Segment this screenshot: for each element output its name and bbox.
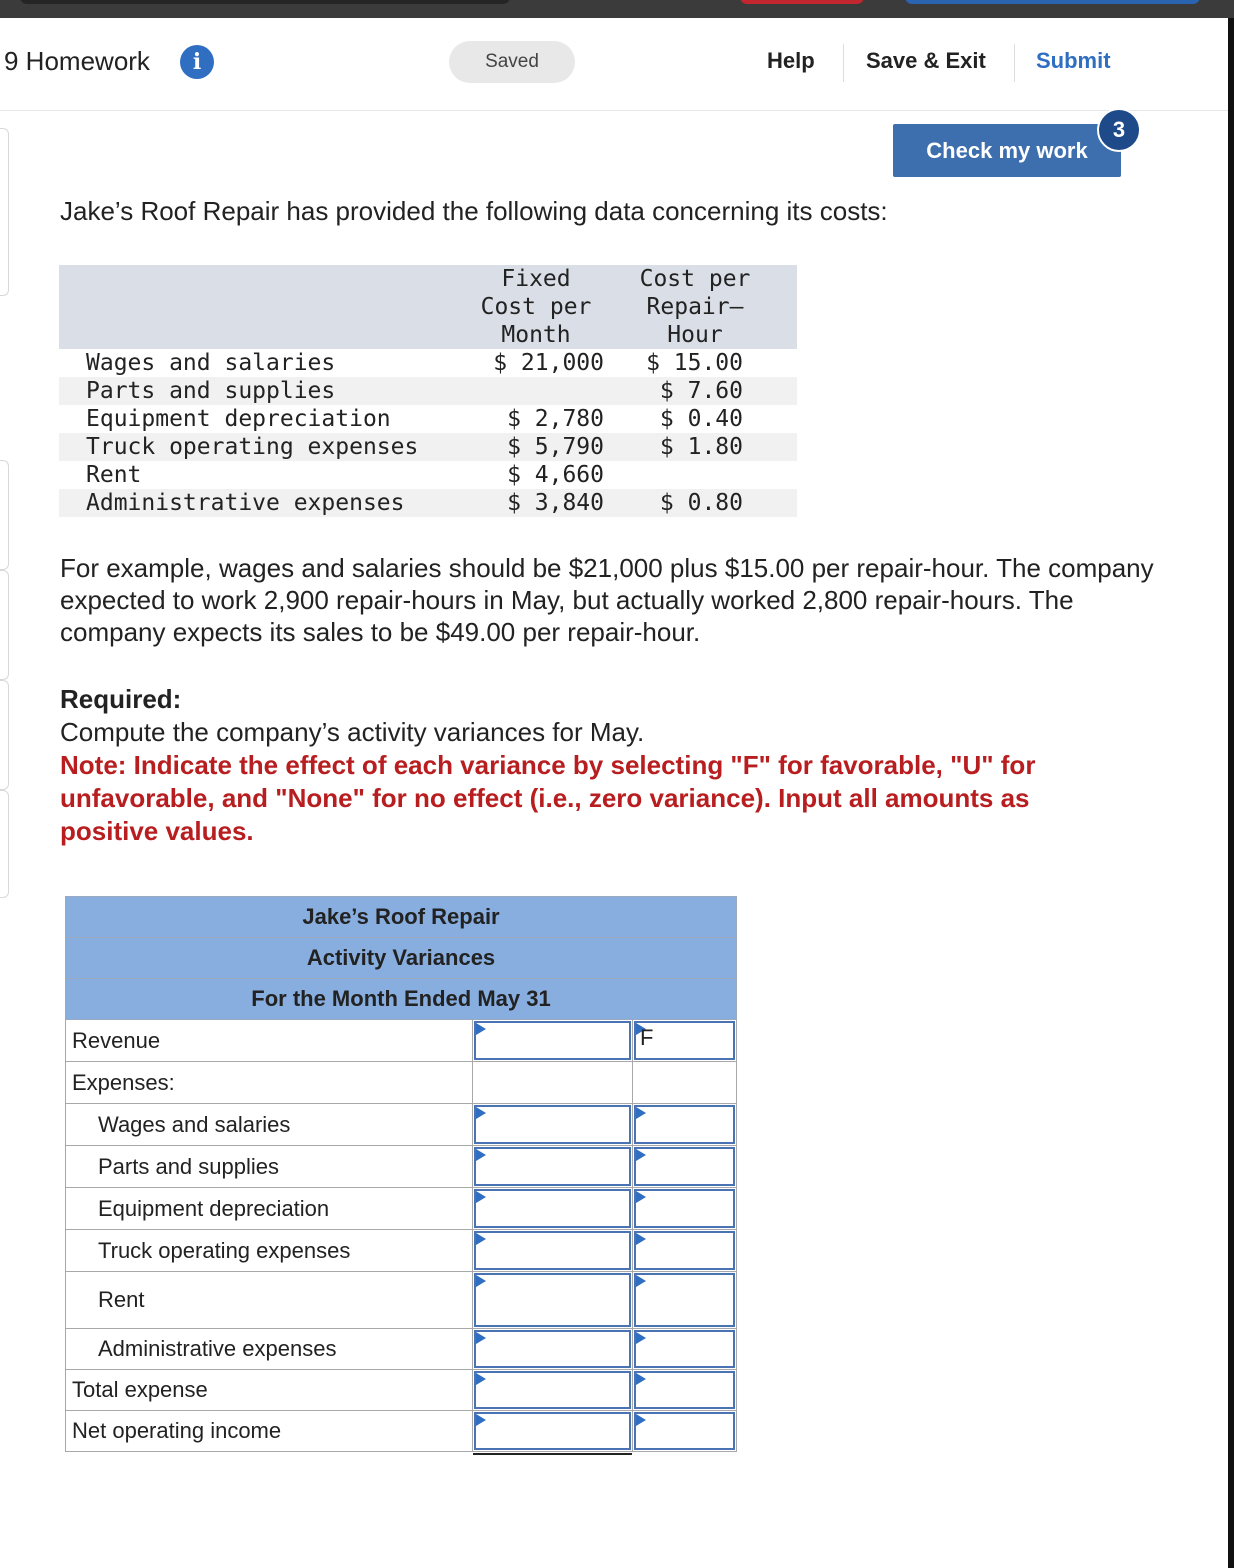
net-operating-income-amount-input[interactable] [474, 1412, 631, 1450]
table-row-rent [65, 1272, 737, 1329]
header-line: Cost per [639, 266, 751, 292]
row-label: Wages and salaries [98, 1112, 291, 1137]
parts-amount-input[interactable] [474, 1147, 631, 1186]
cost-row [59, 405, 797, 433]
amount-cell [472, 1230, 632, 1271]
save-exit-link[interactable]: Save & Exit [866, 48, 986, 73]
table-row-truck [65, 1230, 737, 1272]
nav-divider [1014, 44, 1015, 82]
table-row-parts [65, 1146, 737, 1188]
window-edge [1228, 18, 1234, 1568]
effect-cell [632, 1272, 736, 1328]
input-marker-icon [636, 1233, 646, 1245]
effect-cell [632, 1370, 736, 1410]
table-row-expenses-heading [65, 1062, 737, 1104]
info-icon[interactable]: i [180, 45, 214, 79]
input-marker-icon [476, 1023, 486, 1035]
input-marker-icon [636, 1191, 646, 1203]
revenue-amount-input[interactable] [474, 1021, 631, 1060]
required-text: Compute the company’s activity variances for May. [60, 717, 645, 747]
input-marker-icon [476, 1373, 486, 1385]
variable-cost-value: $ 0.80 [659, 490, 743, 516]
effect-cell [632, 1230, 736, 1271]
cost-row-label: Parts and supplies [86, 378, 336, 404]
amount-cell [472, 1329, 632, 1369]
input-marker-icon [476, 1414, 486, 1426]
help-link[interactable]: Help [767, 48, 815, 73]
input-marker-icon [476, 1233, 486, 1245]
amount-cell [472, 1272, 632, 1328]
fixed-cost-value: $ 21,000 [493, 350, 604, 376]
amount-cell [472, 1370, 632, 1410]
check-attempts-badge: 3 [1097, 108, 1141, 152]
fixed-cost-value: $ 2,780 [507, 406, 604, 432]
revenue-effect-select[interactable] [634, 1021, 735, 1060]
truck-amount-input[interactable] [474, 1231, 631, 1270]
table-row-net-operating-income [65, 1411, 737, 1452]
parts-effect-select[interactable] [634, 1147, 735, 1186]
variable-cost-value: $ 1.80 [659, 434, 743, 460]
header-line: Fixed [501, 266, 571, 292]
amount-cell [472, 1411, 632, 1451]
fixed-cost-value: $ 4,660 [507, 462, 604, 488]
cost-row [59, 433, 797, 461]
cost-row [59, 489, 797, 517]
top-bar-segment-red [740, 0, 864, 4]
amount-cell [472, 1020, 632, 1061]
table-row-wages [65, 1104, 737, 1146]
question-paragraph: For example, wages and salaries should be $21,000 plus $15.00 per repair-hour. The company expected to work 2,900 repair-hours in May, but actually worked 2,800 repair-hours. The company expects its sales to be $49.00 per repair-hour. [60, 553, 1154, 647]
side-panel-tab[interactable] [0, 460, 9, 570]
row-label: Administrative expenses [98, 1336, 337, 1361]
double-underline [473, 1451, 632, 1455]
fixed-cost-value: $ 5,790 [507, 434, 604, 460]
row-label: Equipment depreciation [98, 1196, 330, 1221]
table-row-total-expense [65, 1370, 737, 1411]
row-label: Net operating income [72, 1418, 282, 1443]
variable-cost-value: $ 15.00 [646, 350, 743, 376]
total-expense-amount-input[interactable] [474, 1371, 631, 1409]
total-expense-effect-select[interactable] [634, 1371, 735, 1409]
table-row-equipment [65, 1188, 737, 1230]
question-intro: Jake’s Roof Repair has provided the following data concerning its costs: [60, 196, 888, 226]
input-marker-icon [636, 1414, 646, 1426]
check-my-work-button[interactable]: Check my work [893, 124, 1121, 177]
cost-row-label: Equipment depreciation [86, 406, 391, 432]
nav-divider [843, 44, 844, 82]
row-label: Expenses: [72, 1070, 175, 1095]
top-bar-segment [20, 0, 510, 4]
effect-cell [632, 1411, 736, 1451]
header-line: Hour [667, 322, 723, 348]
row-label: Truck operating expenses [98, 1238, 351, 1263]
rent-effect-select[interactable] [634, 1273, 735, 1327]
table-title-company: Jake’s Roof Repair [65, 896, 737, 938]
amount-cell [472, 1104, 632, 1145]
effect-cell [632, 1020, 736, 1061]
row-label: Rent [98, 1287, 145, 1312]
header-line: Cost per [480, 294, 592, 320]
table-row-administrative [65, 1329, 737, 1370]
amount-cell [472, 1062, 632, 1103]
equipment-amount-input[interactable] [474, 1189, 631, 1228]
side-panel-tab[interactable] [0, 570, 9, 680]
cost-row-label: Rent [86, 462, 142, 488]
fixed-cost-value: $ 3,840 [507, 490, 604, 516]
cost-row-label: Truck operating expenses [86, 434, 419, 460]
input-marker-icon [636, 1149, 646, 1161]
effect-cell [632, 1104, 736, 1145]
side-panel-tab[interactable] [0, 128, 9, 296]
truck-effect-select[interactable] [634, 1231, 735, 1270]
input-marker-icon [476, 1275, 486, 1287]
header-line: Month [501, 322, 571, 348]
table-row-revenue [65, 1020, 737, 1062]
amount-cell [472, 1188, 632, 1229]
browser-top-bar [0, 0, 1234, 18]
saved-status: Saved [449, 41, 575, 83]
administrative-effect-select[interactable] [634, 1330, 735, 1368]
wages-effect-select[interactable] [634, 1105, 735, 1144]
cost-row-label: Wages and salaries [86, 350, 336, 376]
effect-cell [632, 1329, 736, 1369]
table-title-period: For the Month Ended May 31 [65, 978, 737, 1020]
rent-amount-input[interactable] [474, 1273, 631, 1327]
fixed-cost-header [479, 265, 593, 349]
amount-cell [472, 1146, 632, 1187]
wages-amount-input[interactable] [474, 1105, 631, 1144]
cost-row-label: Administrative expenses [86, 490, 405, 516]
cost-row [59, 349, 797, 377]
cost-table-header [59, 265, 797, 349]
variable-cost-value: $ 0.40 [659, 406, 743, 432]
required-note: Note: Indicate the effect of each variance by selecting "F" for favorable, "U" for unfavorable, and "None" for no effect (i.e., zero variance). Input all amounts as positive values. [60, 750, 1036, 846]
table-title-report: Activity Variances [65, 937, 737, 979]
input-marker-icon [476, 1191, 486, 1203]
cost-row [59, 461, 797, 489]
submit-link[interactable]: Submit [1036, 48, 1111, 73]
input-marker-icon [476, 1332, 486, 1344]
variable-cost-header [629, 265, 761, 349]
row-label: Revenue [72, 1028, 161, 1053]
input-marker-icon [476, 1149, 486, 1161]
effect-cell [632, 1188, 736, 1229]
variable-cost-value: $ 7.60 [659, 378, 743, 404]
row-label: Total expense [72, 1377, 208, 1402]
header-line: Repair– [646, 294, 744, 320]
cost-row [59, 377, 797, 405]
top-bar-segment-blue [905, 0, 1200, 4]
effect-cell [632, 1146, 736, 1187]
effect-value: F [640, 1025, 654, 1050]
required-title: Required: [60, 684, 182, 714]
input-marker-icon [636, 1373, 646, 1385]
input-marker-icon [476, 1107, 486, 1119]
side-panel-tab[interactable] [0, 680, 9, 790]
effect-cell [632, 1062, 736, 1103]
input-marker-icon [636, 1107, 646, 1119]
equipment-effect-select[interactable] [634, 1189, 735, 1228]
assignment-title: 9 Homework [4, 46, 150, 76]
input-marker-icon [636, 1332, 646, 1344]
net-operating-income-effect-select[interactable] [634, 1412, 735, 1450]
side-panel-tab[interactable] [0, 790, 9, 898]
administrative-amount-input[interactable] [474, 1330, 631, 1368]
row-label: Parts and supplies [98, 1154, 279, 1179]
input-marker-icon [636, 1275, 646, 1287]
